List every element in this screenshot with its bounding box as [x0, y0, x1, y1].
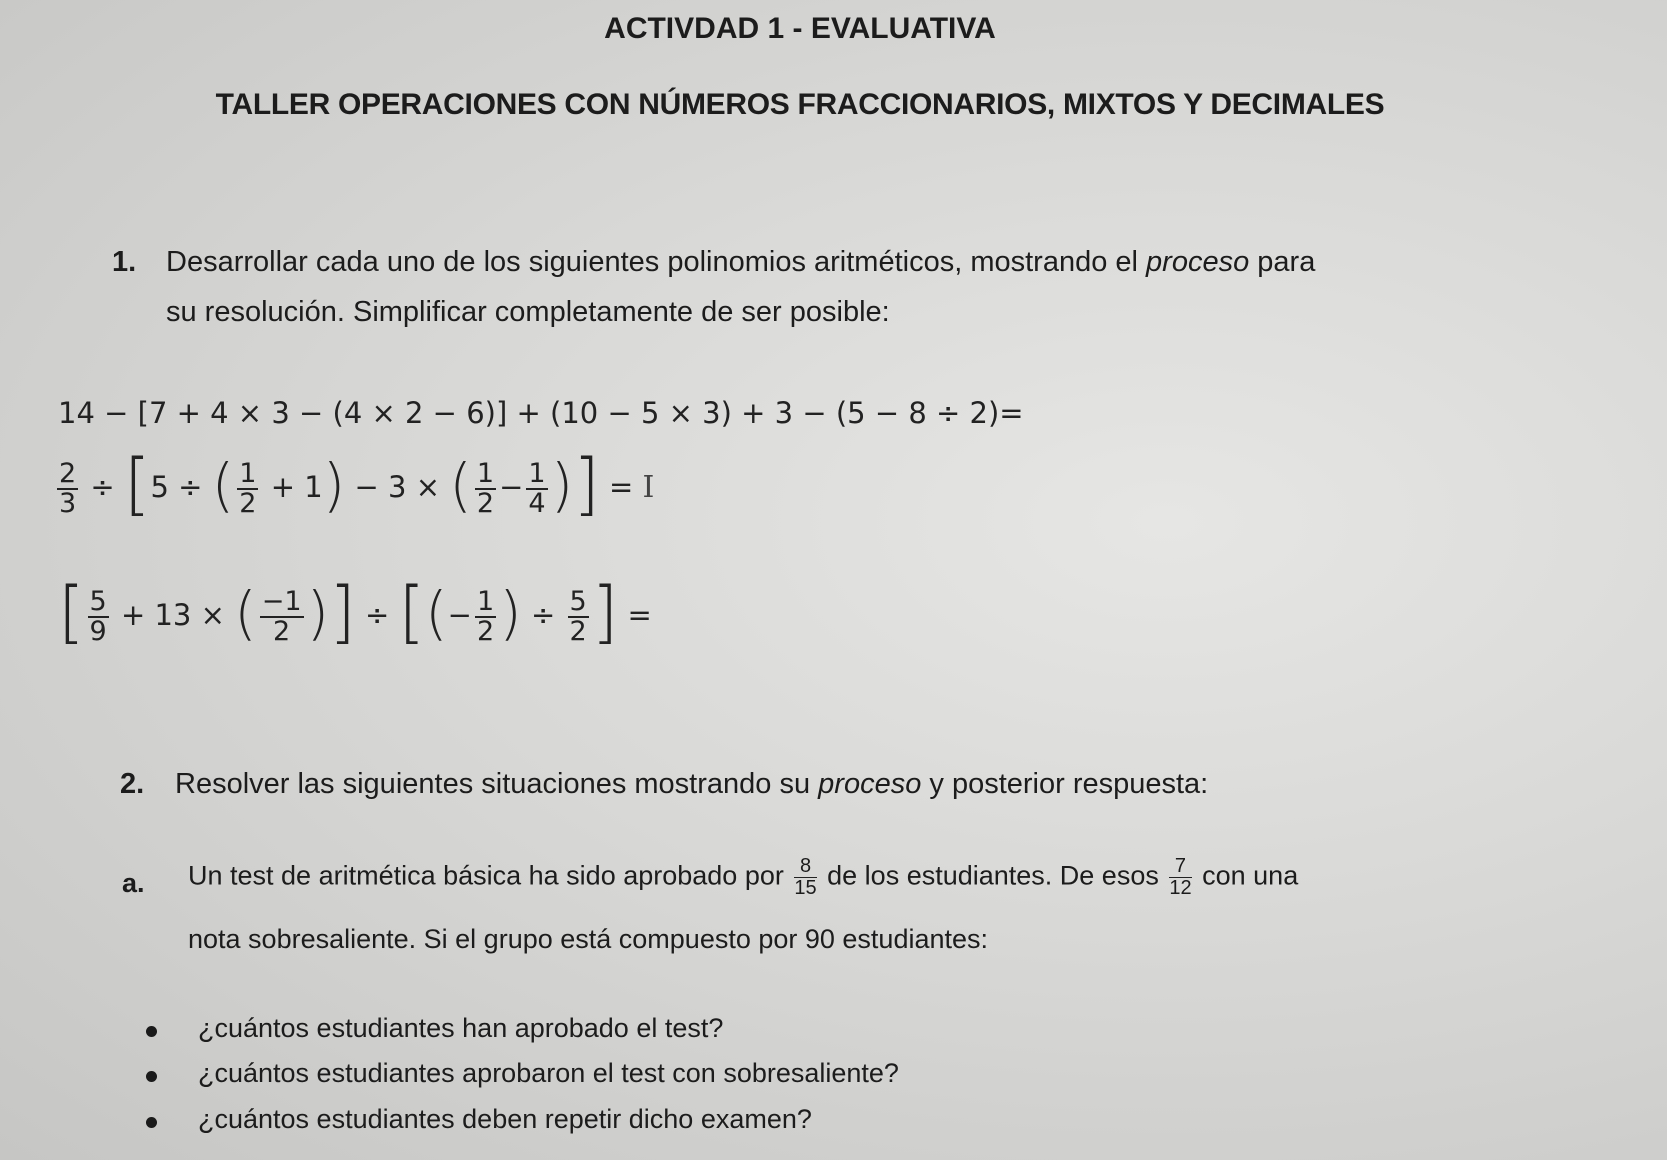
item-a-text-1: Un test de aritmética básica ha sido aprobado por	[188, 860, 784, 891]
expr2-fraction-2: $\frac{1}{2}$	[239, 457, 257, 519]
expr2-fraction-3: $\frac{1}{2}$	[476, 457, 495, 519]
expr3-fraction-3: $\frac{1}{2}$	[476, 585, 495, 647]
expr2-close-bracket: ]	[573, 445, 600, 524]
expr3-fraction-1: $\frac{5}{9}$	[89, 585, 107, 647]
expr3-open-paren-2: (	[425, 579, 448, 647]
expr3-fraction-2: $\frac{-1}{2}$	[261, 585, 302, 647]
expr3-close-paren-2: )	[499, 579, 522, 647]
bullet-question-1: ¿cuántos estudiantes han aprobado el test?	[198, 1013, 724, 1043]
bullet-question-2: ¿cuántos estudiantes aprobaron el test con sobresaliente?	[198, 1058, 899, 1088]
expr2-open-paren-1: (	[211, 451, 235, 519]
page-title: ACTIVDAD 1 - EVALUATIVA	[604, 12, 996, 45]
item-a-line-2: nota sobresaliente. Si el grupo está compuesto por 90 estudiantes:	[188, 924, 989, 954]
question-2-emphasis: proceso	[818, 768, 922, 800]
question-2-text-end: y posterior respuesta:	[921, 768, 1209, 800]
expr3-open-bracket-1: [	[58, 573, 85, 652]
expr3-fraction-4: $\frac{5}{2}$	[569, 585, 587, 647]
question-1-line-1-end: para	[1249, 246, 1316, 278]
expr3-divide-2: ÷	[531, 598, 556, 632]
question-1-number: 1.	[112, 246, 137, 278]
question-1-line-1-start: Desarrollar cada uno de los siguientes polinomios aritméticos, mostrando el	[166, 246, 1147, 278]
expression-1: 14 − [7 + 4 × 3 − (4 × 2 − 6)] + (10 − 5 × 3) + 3 − (5 − 8 ÷ 2)=	[58, 396, 1024, 430]
page-subtitle: TALLER OPERACIONES CON NÚMEROS FRACCIONARIOS, MIXTOS Y DECIMALES	[215, 88, 1385, 121]
question-1-emphasis: proceso	[1146, 246, 1250, 278]
expr3-part-1: + 13 ×	[120, 598, 225, 632]
expr3-open-paren-1: (	[234, 579, 257, 647]
question-2-text	[175, 768, 1208, 801]
question-1-line-2: su resolución. Simplificar completamente de ser posible:	[166, 296, 890, 328]
expr3-close-paren-1: )	[306, 579, 330, 647]
expr2-part-1: 5 ÷	[150, 470, 203, 504]
expr3-close-bracket-1: ]	[329, 573, 356, 652]
expression-3	[58, 573, 652, 652]
expression-2	[54, 445, 655, 524]
item-a-fraction-1: $\frac{8}{15}$	[794, 855, 817, 899]
item-a-text-3: con una	[1202, 860, 1299, 891]
expr2-fraction-4: $\frac{1}{4}$	[528, 457, 546, 519]
expr2-close-paren-2: )	[550, 451, 574, 519]
question-2-text-start: Resolver las siguientes situaciones mostrando su	[175, 768, 819, 800]
expr2-open-paren-2: (	[449, 451, 472, 519]
expr3-divide: ÷	[364, 598, 390, 632]
expr2-open-bracket: [	[123, 445, 151, 524]
expr2-equals: =	[608, 470, 634, 504]
question-2-number: 2.	[120, 768, 145, 800]
expr2-plus-one: + 1	[270, 470, 323, 504]
item-a-fraction-2: $\frac{7}{12}$	[1169, 855, 1192, 899]
expr3-negative-sign: −	[447, 598, 472, 632]
expr2-close-paren-1: )	[322, 451, 346, 519]
item-a-text-2: de los estudiantes. De esos	[827, 860, 1159, 891]
bullet-question-3: ¿cuántos estudiantes deben repetir dicho examen?	[198, 1104, 812, 1134]
expr2-part-2: − 3 ×	[354, 470, 441, 504]
item-a-letter: a.	[122, 868, 145, 898]
expr2-fraction-1: $\frac{2}{3}$	[59, 457, 77, 519]
expr2-minus: −	[499, 470, 524, 504]
expr3-close-bracket-2: ]	[591, 573, 619, 652]
expr3-equals: =	[627, 598, 652, 632]
text-cursor-icon: I	[642, 470, 655, 505]
expr3-open-bracket-2: [	[398, 573, 425, 652]
question-1-line-1	[166, 246, 1315, 279]
expr2-divide: ÷	[90, 470, 115, 504]
item-a-line-1	[188, 856, 1298, 899]
